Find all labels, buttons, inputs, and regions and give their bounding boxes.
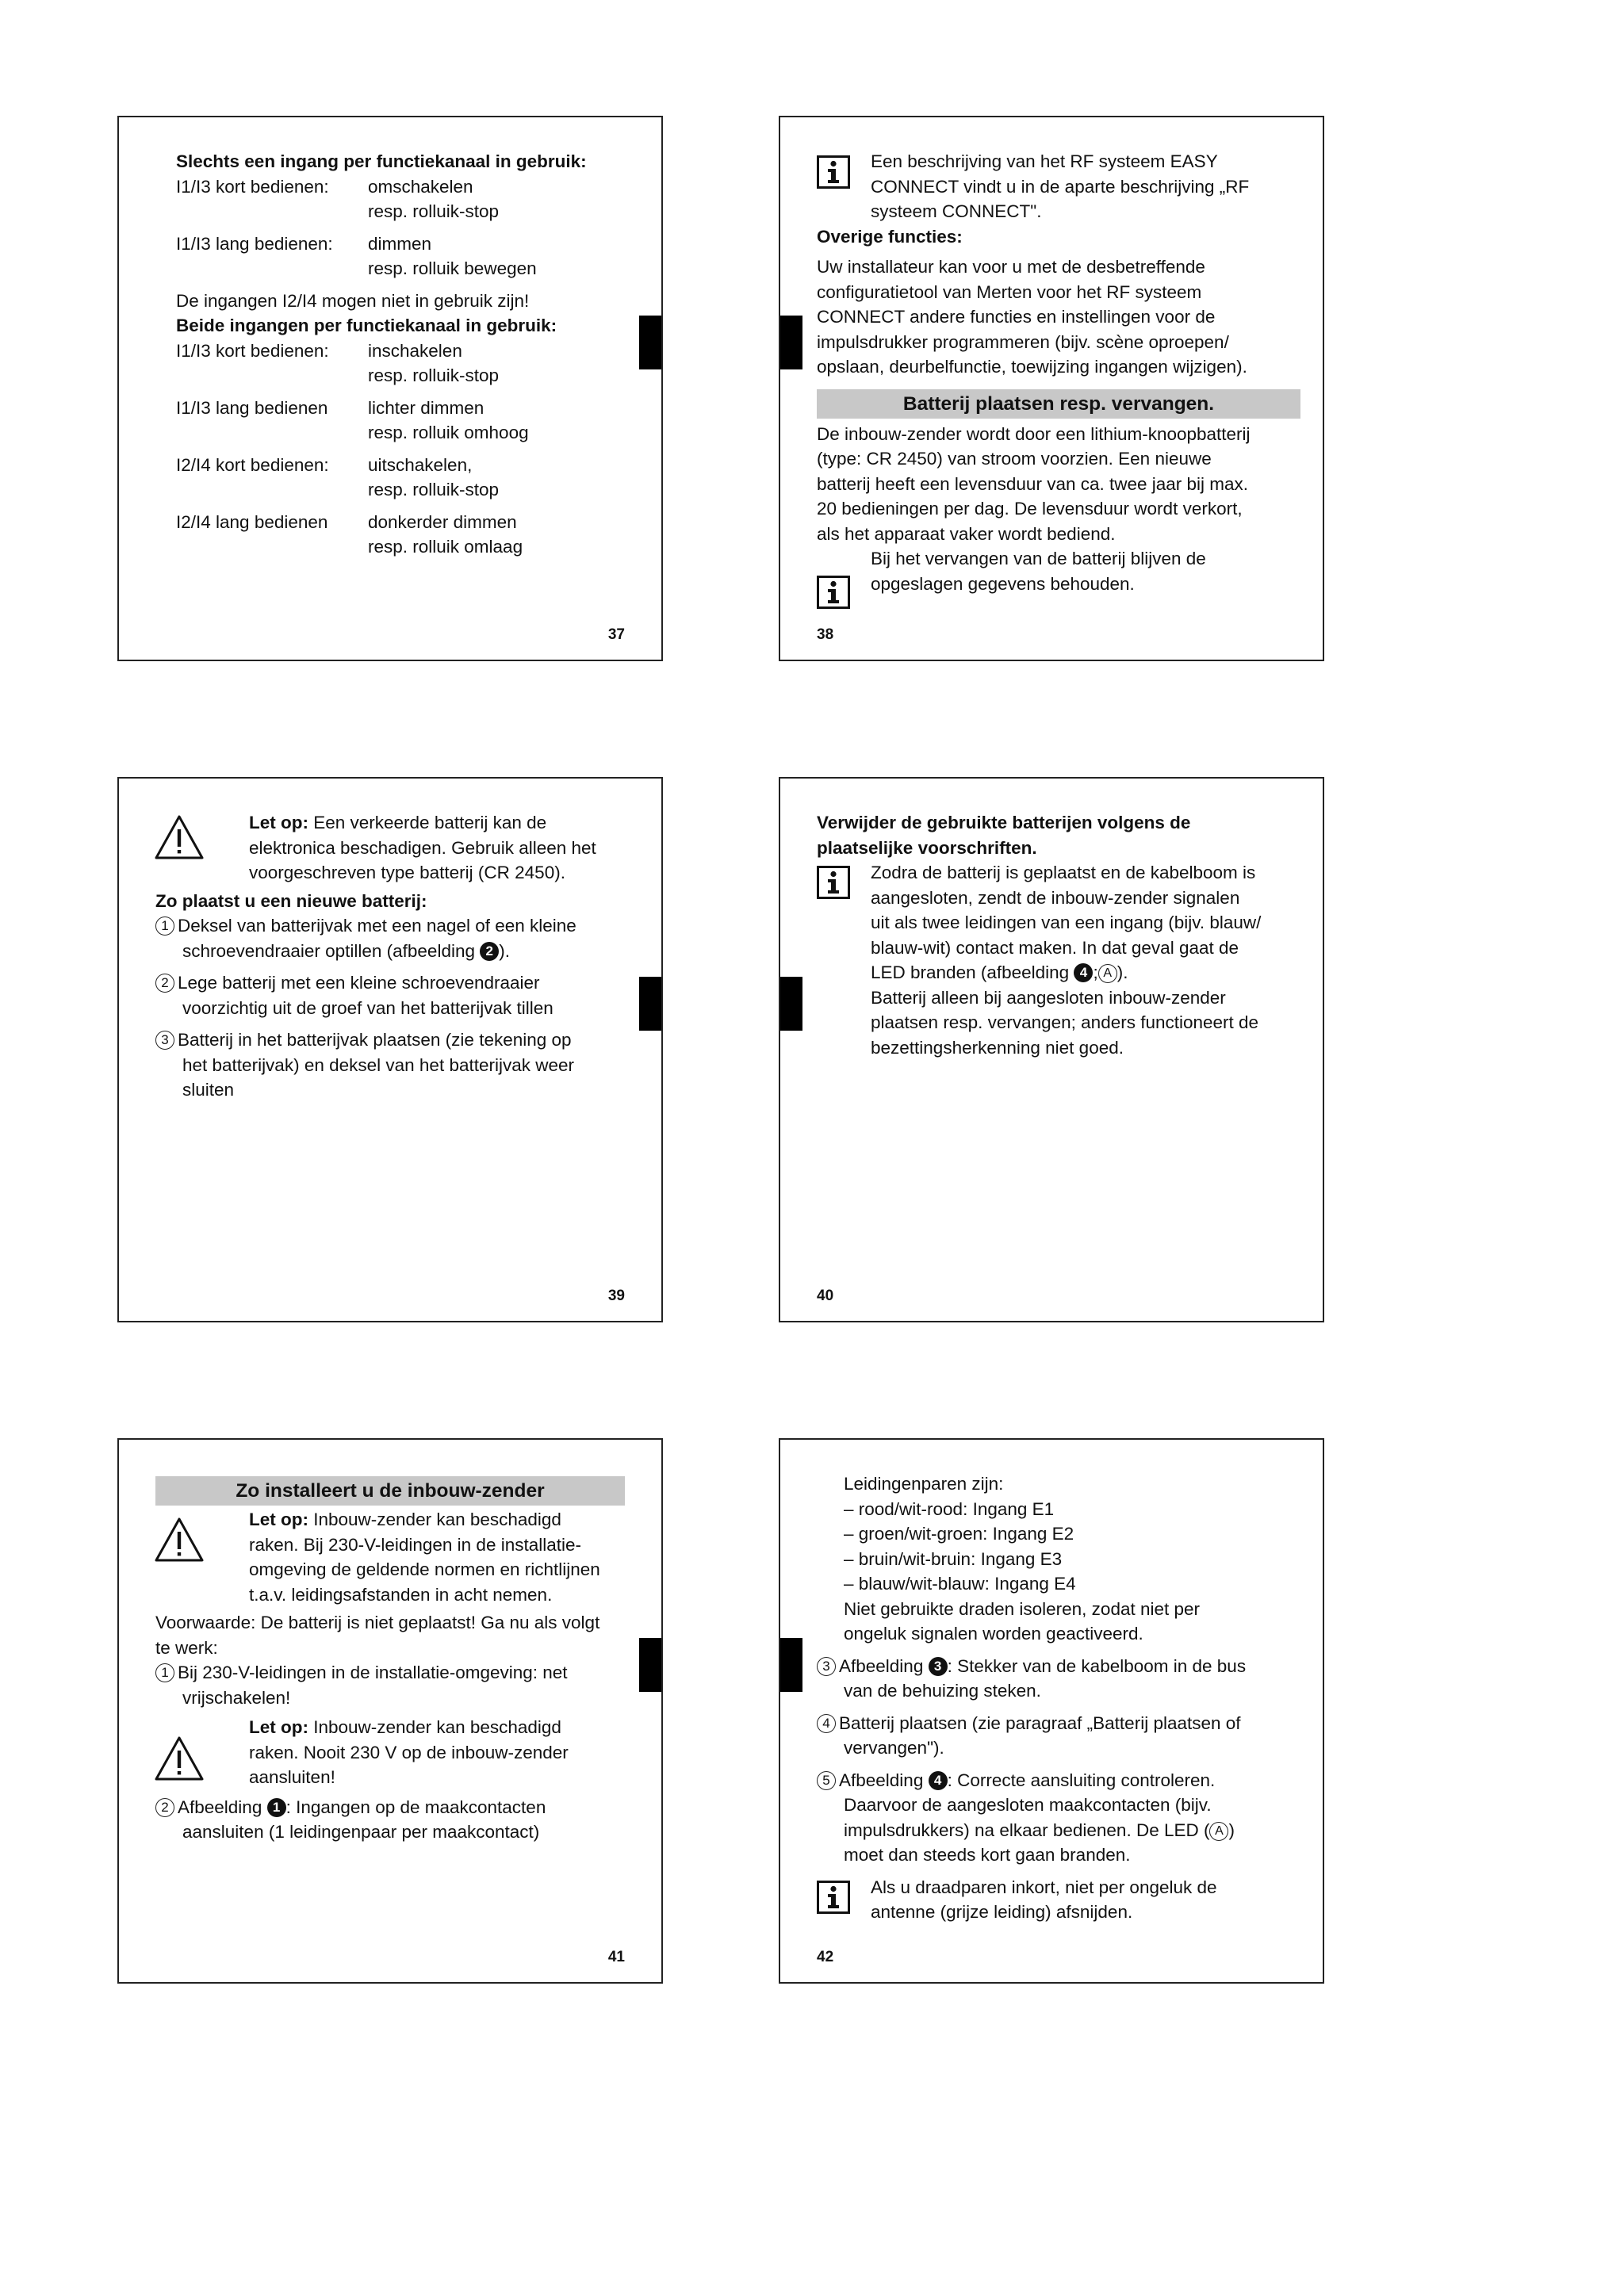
function-row: I2/I4 kort bedienen: uitschakelen, resp. rolluik-stop — [176, 454, 500, 499]
function-row: I2/I4 lang bedienen donkerder dimmen resp. rolluik omlaag — [176, 511, 523, 557]
function-row: I1/I3 lang bedienen lichter dimmen resp. rolluik omhoog — [176, 397, 529, 442]
step-number: 1 — [155, 1663, 174, 1682]
page-39-content — [155, 810, 639, 1103]
thumb-tab — [639, 1638, 661, 1692]
info-note: Als u draadparen inkort, niet per ongeluk de antenne (grijze leiding) afsnijden. — [871, 1877, 1217, 1922]
step-number: 3 — [155, 1031, 174, 1050]
step-1: 1 Bij 230-V-leidingen in de installatie-omgeving: net vrijschakelen! — [155, 1660, 625, 1710]
page-37-content — [176, 149, 636, 560]
page-number: 37 — [607, 626, 625, 643]
heading-other-functions: Overige functies: — [817, 226, 963, 247]
thumb-tab — [780, 316, 802, 369]
step-number: 3 — [817, 1657, 836, 1676]
page-42-content — [817, 1471, 1300, 1925]
page-number: 39 — [607, 1288, 625, 1304]
step-3: 3 Afbeelding 3 : Stekker van de kabelboom in de bus van de behuizing steken. — [817, 1654, 1300, 1704]
step-number: 5 — [817, 1771, 836, 1790]
thumb-tab — [639, 316, 661, 369]
note-text: De ingangen I2/I4 mogen niet in gebruik zijn! — [176, 290, 530, 311]
page-number: 42 — [817, 1949, 834, 1965]
step-1: 1 Deksel van batterijvak met een nagel of een kleine schroevendraaier optillen (afbeelding 2 ). — [155, 913, 639, 963]
figure-ref: 1 — [267, 1798, 286, 1817]
page-41-content: Zo installeert u de inbouw-zender Let op: Inbouw-zender kan beschadigd raken. Bij 230-V-leidingen in de installatie- omgeving de geldende normen en richtlijnen t.a.v. leidingsafstanden in acht nemen. Voorwaarde: De batterij is niet geplaatst! Ga nu als volgt te werk: 1 Bij 230-V-leidingen in de installatie-omgeving: net vrijschakelen! Let op: Inbouw-zender kan beschadigd raken. Nooit 230 V op de inbouw-zender aansluiten! 2 Afbeelding 1 : Ingangen op de maakcontacten aansluiten (1 leidingenpaar per maakcontact) — [155, 1476, 625, 1845]
page-38 — [779, 116, 1324, 661]
thumb-tab — [780, 977, 802, 1031]
heading-single-input: Slechts een ingang per functiekanaal in gebruik: — [176, 151, 587, 171]
figure-ref: 3 — [929, 1657, 948, 1676]
heading-new-battery: Zo plaatst u een nieuwe batterij: — [155, 890, 427, 911]
step-5: 5 Afbeelding 4 : Correcte aansluiting controleren. Daarvoor de aangesloten maakcontacten (bijv. impulsdrukkers) na elkaar bedienen. De LED ( A ) moet dan steeds kort gaan branden. — [817, 1768, 1300, 1868]
warning-note: Let op: Inbouw-zender kan beschadigd raken. Nooit 230 V op de inbouw-zender aansluiten! — [249, 1717, 569, 1787]
page-41 — [117, 1438, 663, 1984]
page-40 — [779, 777, 1324, 1322]
page-38-content: Een beschrijving van het RF systeem EASY CONNECT vindt u in de aparte beschrijving „RF systeem CONNECT". Overige functies: Uw installateur kan voor u met de desbetreffende configuratietool van Merten voor het RF systeem CONNECT andere functies en instellingen voor de impulsdrukker programmeren (bijv. scène oproepen/ opslaan, deurbelfunctie, toewijzing ingangen wijzigen). Batterij plaatsen resp. vervangen. De inbouw-zender wordt door een lithium-knoopbatterij (type: CR 2450) van stroom voorzien. Een nieuwe batterij heeft een levensduur van ca. twee jaar bij max. 20 bedieningen per dag. De levensduur wordt verkort, als het apparaat vaker wordt bediend. Bij het vervangen van de batterij blijven de opgeslagen gegevens behouden. — [817, 149, 1300, 596]
wire-pairs: Leidingenparen zijn: – rood/wit-rood: Ingang E1 – groen/wit-groen: Ingang E2 – bruin/wit-bruin: Ingang E3 – blauw/wit-blauw: Ingang E4 Niet gebruikte draden isoleren, zodat niet per ongeluk signalen worden geactiveerd. — [844, 1474, 1201, 1644]
section-heading: Batterij plaatsen resp. vervangen. — [817, 389, 1300, 419]
step-3: 3 Batterij in het batterijvak plaatsen (zie tekening op het batterijvak) en deksel van het batterijvak weer sluiten — [155, 1027, 639, 1103]
step-2: 2 Lege batterij met een kleine schroevendraaier voorzichtig uit de groef van het batterijvak tillen — [155, 970, 639, 1020]
heading-both-inputs: Beide ingangen per functiekanaal in gebruik: — [176, 316, 557, 335]
step-number: 1 — [155, 916, 174, 936]
warning-note: Let op: Een verkeerde batterij kan de elektronica beschadigen. Gebruik alleen het voorgeschreven type batterij (CR 2450). — [249, 813, 596, 882]
step-number: 4 — [817, 1714, 836, 1733]
led-ref: A — [1098, 964, 1117, 983]
page-39 — [117, 777, 663, 1322]
page-number: 41 — [607, 1949, 625, 1965]
led-ref: A — [1209, 1822, 1228, 1841]
thumb-tab — [639, 977, 661, 1031]
info-note: Bij het vervangen van de batterij blijven de opgeslagen gegevens behouden. — [871, 549, 1206, 594]
warning-note: Let op: Inbouw-zender kan beschadigd raken. Bij 230-V-leidingen in de installatie- omgeving de geldende normen en richtlijnen t.a.v. leidingsafstanden in acht nemen. — [249, 1510, 600, 1605]
function-row: I1/I3 kort bedienen: inschakelen resp. rolluik-stop — [176, 340, 500, 385]
figure-ref: 2 — [480, 942, 499, 961]
figure-ref: 4 — [929, 1771, 948, 1790]
step-number: 2 — [155, 1798, 174, 1817]
function-row: I1/I3 lang bedienen: dimmen resp. rolluik bewegen — [176, 233, 537, 278]
function-row: I1/I3 kort bedienen: omschakelen resp. rolluik-stop — [176, 176, 500, 221]
page-number: 40 — [817, 1288, 834, 1304]
step-4: 4 Batterij plaatsen (zie paragraaf „Batterij plaatsen of vervangen"). — [817, 1711, 1300, 1761]
step-number: 2 — [155, 974, 174, 993]
info-note: Zodra de batterij is geplaatst en de kabelboom is aangesloten, zendt de inbouw-zender signalen uit als twee leidingen van een ingang (bijv. blauw/ blauw-wit) contact maken. In dat geval gaat de LED branden (afbeelding 4 ; A ). Batterij alleen bij aangesloten inbouw-zender plaatsen resp. vervangen; anders functioneert de bezettingsherkenning niet goed. — [871, 863, 1262, 1058]
page-42 — [779, 1438, 1324, 1984]
page-40-content: Verwijder de gebruikte batterijen volgens de plaatselijke voorschriften. Zodra de batterij is geplaatst en de kabelboom is aangesloten, zendt de inbouw-zender signalen uit als twee leidingen van een ingang (bijv. blauw/ blauw-wit) contact maken. In dat geval gaat de LED branden (afbeelding 4 ; A ). Batterij alleen bij aangesloten inbouw-zender plaatsen resp. vervangen; anders functioneert de bezettingsherkenning niet goed. — [817, 810, 1300, 1060]
page-number: 38 — [817, 626, 834, 643]
page-37 — [117, 116, 663, 661]
info-note: Een beschrijving van het RF systeem EASY CONNECT vindt u in de aparte beschrijving „RF systeem CONNECT". — [871, 151, 1250, 221]
section-heading: Zo installeert u de inbouw-zender — [155, 1476, 625, 1506]
figure-ref: 4 — [1074, 963, 1093, 982]
step-2: 2 Afbeelding 1 : Ingangen op de maakcontacten aansluiten (1 leidingenpaar per maakcontact) — [155, 1795, 625, 1845]
thumb-tab — [780, 1638, 802, 1692]
